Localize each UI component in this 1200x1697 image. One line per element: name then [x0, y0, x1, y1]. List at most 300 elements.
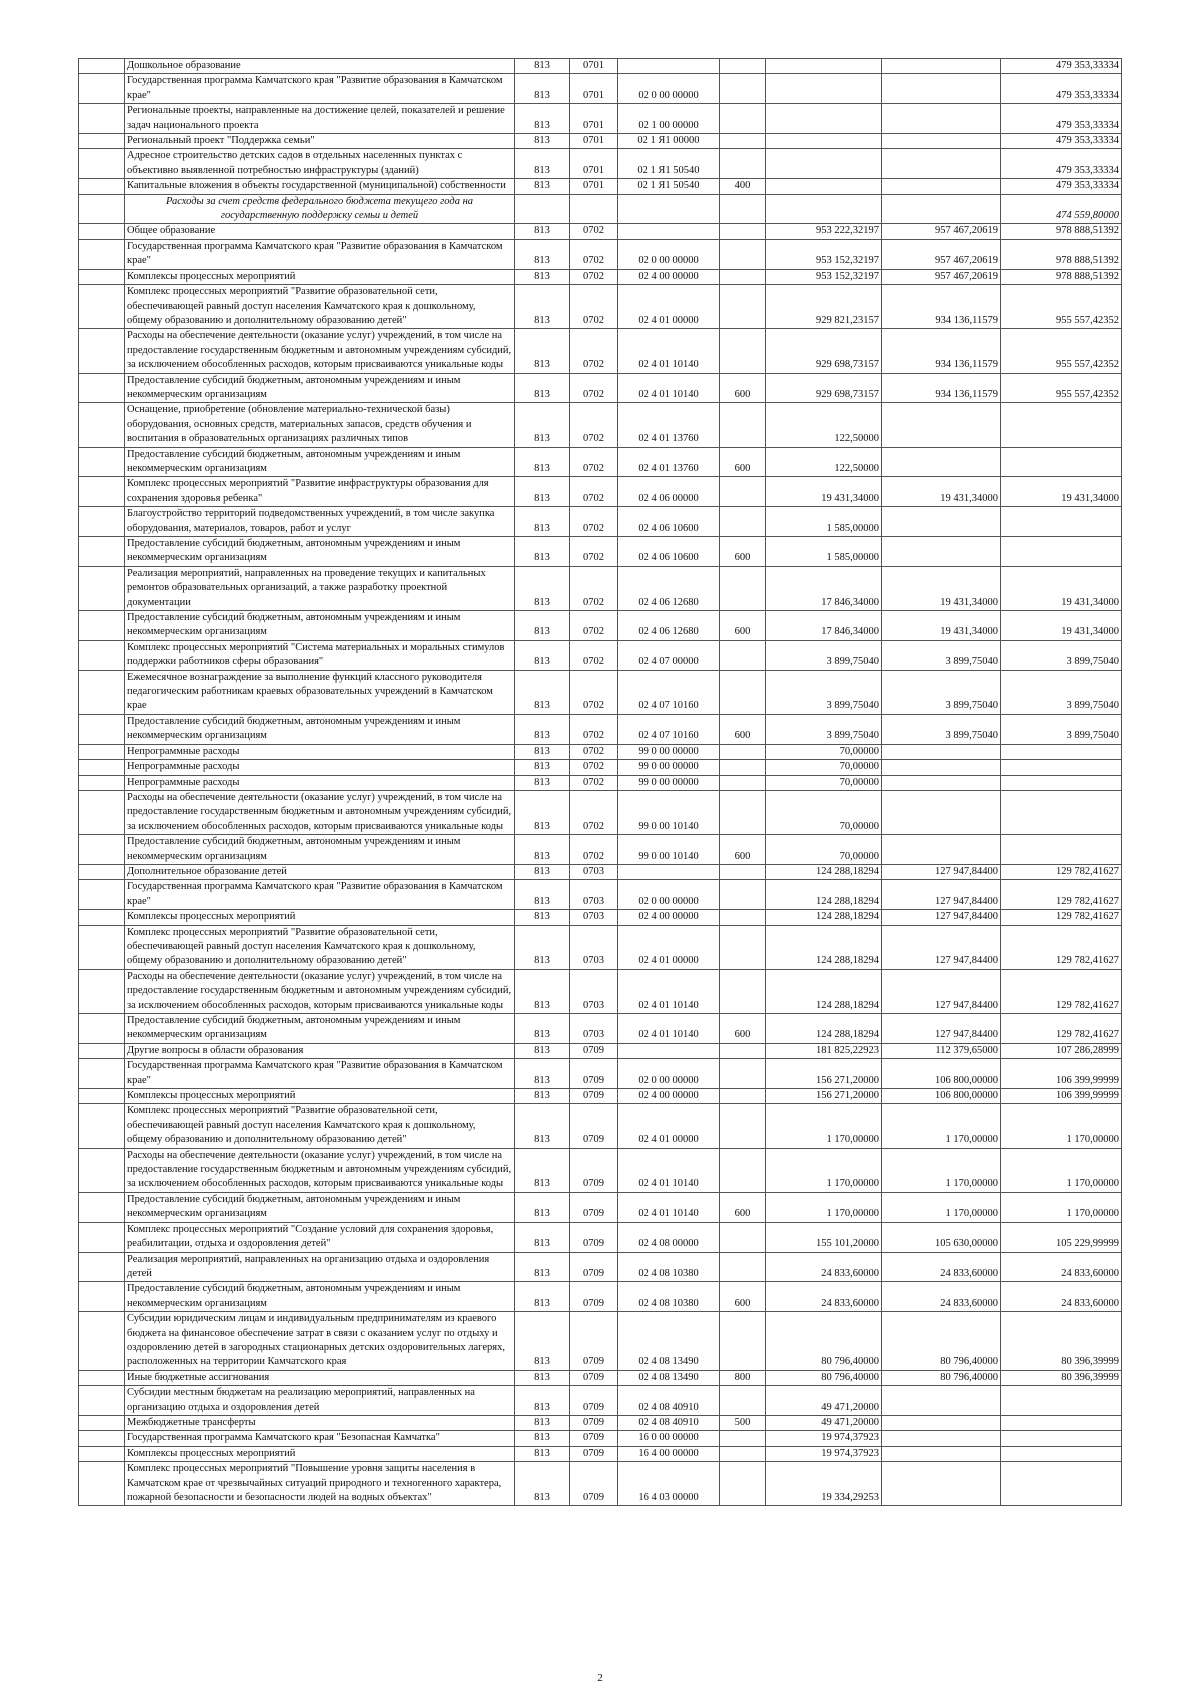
target-article-cell: 02 4 06 12680: [618, 611, 720, 641]
amount-year1-cell: 181 825,22923: [766, 1043, 882, 1058]
table-row: [79, 403, 1122, 447]
empty-cell: [79, 507, 125, 537]
empty-cell: [79, 969, 125, 1013]
amount-year2-cell: 127 947,84400: [882, 864, 1001, 879]
table-row: [79, 1415, 1122, 1430]
ministry-code-cell: [515, 194, 570, 224]
amount-year2-cell: 957 467,20619: [882, 224, 1001, 239]
amount-year1-cell: 953 222,32197: [766, 224, 882, 239]
empty-cell: [79, 640, 125, 670]
expense-type-cell: 600: [720, 835, 766, 865]
section-code-cell: 0702: [570, 835, 618, 865]
amount-year3-cell: 479 353,33334: [1001, 74, 1122, 104]
expense-type-cell: [720, 1104, 766, 1148]
ministry-code-cell: 813: [515, 477, 570, 507]
ministry-code-cell: 813: [515, 224, 570, 239]
amount-year3-cell: 19 431,34000: [1001, 611, 1122, 641]
target-article-cell: 02 4 01 10140: [618, 1148, 720, 1192]
ministry-code-cell: 813: [515, 1222, 570, 1252]
expense-type-cell: 600: [720, 447, 766, 477]
amount-year2-cell: [882, 149, 1001, 179]
expense-type-cell: [720, 403, 766, 447]
amount-year3-cell: 978 888,51392: [1001, 239, 1122, 269]
expense-type-cell: [720, 969, 766, 1013]
amount-year1-cell: 124 288,18294: [766, 864, 882, 879]
target-article-cell: 02 0 00 00000: [618, 239, 720, 269]
amount-year1-cell: [766, 74, 882, 104]
table-row: [79, 104, 1122, 134]
amount-year3-cell: 19 431,34000: [1001, 477, 1122, 507]
empty-cell: [79, 835, 125, 865]
table-row: [79, 1282, 1122, 1312]
empty-cell: [79, 447, 125, 477]
expense-name-cell: Государственная программа Камчатского края "Развитие образования в Камчатском крае": [125, 239, 515, 269]
expense-type-cell: [720, 285, 766, 329]
table-row: [79, 1089, 1122, 1104]
expense-type-cell: [720, 477, 766, 507]
ministry-code-cell: 813: [515, 1104, 570, 1148]
page-number: 2: [597, 1672, 603, 1684]
amount-year3-cell: 955 557,42352: [1001, 373, 1122, 403]
ministry-code-cell: 813: [515, 760, 570, 775]
amount-year3-cell: [1001, 507, 1122, 537]
target-article-cell: 02 4 06 10600: [618, 507, 720, 537]
empty-cell: [79, 1222, 125, 1252]
amount-year1-cell: 953 152,32197: [766, 269, 882, 284]
expense-type-cell: [720, 104, 766, 134]
target-article-cell: 99 0 00 00000: [618, 775, 720, 790]
amount-year2-cell: 19 431,34000: [882, 611, 1001, 641]
expense-name-cell: Государственная программа Камчатского края "Развитие образования в Камчатском крае": [125, 74, 515, 104]
section-code-cell: 0702: [570, 403, 618, 447]
section-code-cell: 0709: [570, 1192, 618, 1222]
amount-year1-cell: 155 101,20000: [766, 1222, 882, 1252]
amount-year2-cell: [882, 447, 1001, 477]
amount-year1-cell: 70,00000: [766, 790, 882, 834]
target-article-cell: 02 4 06 10600: [618, 537, 720, 567]
table-row: [79, 1446, 1122, 1461]
amount-year2-cell: 105 630,00000: [882, 1222, 1001, 1252]
amount-year1-cell: 49 471,20000: [766, 1415, 882, 1430]
amount-year2-cell: [882, 790, 1001, 834]
ministry-code-cell: 813: [515, 835, 570, 865]
ministry-code-cell: 813: [515, 1089, 570, 1104]
amount-year3-cell: 129 782,41627: [1001, 880, 1122, 910]
amount-year3-cell: 3 899,75040: [1001, 714, 1122, 744]
expense-type-cell: [720, 760, 766, 775]
section-code-cell: 0702: [570, 269, 618, 284]
target-article-cell: 02 4 06 12680: [618, 566, 720, 610]
empty-cell: [79, 224, 125, 239]
empty-cell: [79, 269, 125, 284]
table-row: [79, 880, 1122, 910]
table-row: [79, 566, 1122, 610]
target-article-cell: 02 4 07 10160: [618, 670, 720, 714]
amount-year2-cell: [882, 104, 1001, 134]
section-code-cell: 0709: [570, 1312, 618, 1371]
expense-type-cell: [720, 269, 766, 284]
amount-year2-cell: [882, 1431, 1001, 1446]
expense-name-cell: Другие вопросы в области образования: [125, 1043, 515, 1058]
ministry-code-cell: 813: [515, 1431, 570, 1446]
table-row: [79, 1192, 1122, 1222]
expense-name-cell: Расходы на обеспечение деятельности (оказание услуг) учреждений, в том числе на предоставление государственным бюджетным и автономным учреждениям субсидий, за исключением обособленных расходов, которым присваиваются уникальные коды: [125, 790, 515, 834]
empty-cell: [79, 1252, 125, 1282]
expense-type-cell: [720, 1462, 766, 1506]
expense-type-cell: 600: [720, 714, 766, 744]
expense-type-cell: [720, 790, 766, 834]
amount-year1-cell: 124 288,18294: [766, 910, 882, 925]
expense-name-cell: Комплексы процессных мероприятий: [125, 1446, 515, 1461]
ministry-code-cell: 813: [515, 1192, 570, 1222]
section-code-cell: 0702: [570, 224, 618, 239]
amount-year3-cell: 479 353,33334: [1001, 179, 1122, 194]
section-code-cell: 0709: [570, 1282, 618, 1312]
empty-cell: [79, 1462, 125, 1506]
section-code-cell: 0709: [570, 1148, 618, 1192]
amount-year1-cell: 124 288,18294: [766, 880, 882, 910]
expense-type-cell: [720, 134, 766, 149]
target-article-cell: 02 4 06 00000: [618, 477, 720, 507]
amount-year3-cell: 955 557,42352: [1001, 285, 1122, 329]
ministry-code-cell: 813: [515, 1148, 570, 1192]
ministry-code-cell: 813: [515, 507, 570, 537]
amount-year2-cell: 106 800,00000: [882, 1059, 1001, 1089]
amount-year2-cell: 3 899,75040: [882, 640, 1001, 670]
section-code-cell: 0703: [570, 969, 618, 1013]
amount-year1-cell: [766, 179, 882, 194]
target-article-cell: 02 1 Я1 50540: [618, 179, 720, 194]
empty-cell: [79, 1282, 125, 1312]
section-code-cell: 0701: [570, 179, 618, 194]
amount-year2-cell: [882, 835, 1001, 865]
expense-type-cell: [720, 1386, 766, 1416]
expense-type-cell: [720, 1446, 766, 1461]
expense-type-cell: [720, 1252, 766, 1282]
target-article-cell: [618, 194, 720, 224]
amount-year2-cell: 1 170,00000: [882, 1148, 1001, 1192]
table-row: [79, 1148, 1122, 1192]
ministry-code-cell: 813: [515, 1282, 570, 1312]
amount-year3-cell: [1001, 537, 1122, 567]
amount-year3-cell: 24 833,60000: [1001, 1282, 1122, 1312]
section-code-cell: 0703: [570, 880, 618, 910]
ministry-code-cell: 813: [515, 403, 570, 447]
amount-year1-cell: 124 288,18294: [766, 969, 882, 1013]
amount-year1-cell: 3 899,75040: [766, 714, 882, 744]
expense-name-cell: Расходы на обеспечение деятельности (оказание услуг) учреждений, в том числе на предоставление государственным бюджетным и автономным учреждениям субсидий, за исключением обособленных расходов, которым присваиваются уникальные коды: [125, 969, 515, 1013]
budget-document: [78, 58, 1121, 1506]
empty-cell: [79, 104, 125, 134]
target-article-cell: 02 4 00 00000: [618, 910, 720, 925]
expense-name-cell: Комплекс процессных мероприятий "Развитие образовательной сети, обеспечивающей равный доступ населения Камчатского края к дошкольному, общему образованию и дополнительному образованию детей": [125, 1104, 515, 1148]
amount-year1-cell: 24 833,60000: [766, 1282, 882, 1312]
expense-type-cell: [720, 864, 766, 879]
expense-type-cell: 400: [720, 179, 766, 194]
amount-year2-cell: [882, 134, 1001, 149]
amount-year2-cell: 127 947,84400: [882, 969, 1001, 1013]
amount-year1-cell: 929 821,23157: [766, 285, 882, 329]
table-row: [79, 507, 1122, 537]
amount-year2-cell: [882, 537, 1001, 567]
ministry-code-cell: 813: [515, 1446, 570, 1461]
target-article-cell: 02 4 00 00000: [618, 269, 720, 284]
table-row: [79, 969, 1122, 1013]
section-code-cell: 0709: [570, 1043, 618, 1058]
expense-type-cell: [720, 74, 766, 104]
section-code-cell: 0701: [570, 134, 618, 149]
table-row: [79, 537, 1122, 567]
table-row: [79, 179, 1122, 194]
amount-year1-cell: 1 585,00000: [766, 537, 882, 567]
amount-year3-cell: 955 557,42352: [1001, 329, 1122, 373]
target-article-cell: 02 1 00 00000: [618, 104, 720, 134]
amount-year2-cell: 127 947,84400: [882, 1014, 1001, 1044]
expense-name-cell: Непрограммные расходы: [125, 775, 515, 790]
ministry-code-cell: 813: [515, 1059, 570, 1089]
empty-cell: [79, 925, 125, 969]
amount-year2-cell: 127 947,84400: [882, 880, 1001, 910]
amount-year1-cell: [766, 104, 882, 134]
expense-name-cell: Дошкольное образование: [125, 59, 515, 74]
expense-type-cell: [720, 149, 766, 179]
table-row: [79, 239, 1122, 269]
amount-year3-cell: 19 431,34000: [1001, 566, 1122, 610]
amount-year1-cell: 929 698,73157: [766, 373, 882, 403]
section-code-cell: 0709: [570, 1415, 618, 1430]
expense-name-cell: Государственная программа Камчатского края "Развитие образования в Камчатском крае": [125, 1059, 515, 1089]
ministry-code-cell: 813: [515, 285, 570, 329]
section-code-cell: 0703: [570, 925, 618, 969]
expense-name-cell: Комплекс процессных мероприятий "Развитие инфраструктуры образования для сохранения здоровья ребенка": [125, 477, 515, 507]
amount-year1-cell: 19 431,34000: [766, 477, 882, 507]
ministry-code-cell: 813: [515, 59, 570, 74]
expense-type-cell: [720, 880, 766, 910]
target-article-cell: 02 4 08 10380: [618, 1282, 720, 1312]
empty-cell: [79, 611, 125, 641]
ministry-code-cell: 813: [515, 1386, 570, 1416]
target-article-cell: 02 4 01 10140: [618, 329, 720, 373]
empty-cell: [79, 403, 125, 447]
amount-year2-cell: [882, 194, 1001, 224]
section-code-cell: 0709: [570, 1252, 618, 1282]
section-code-cell: 0702: [570, 329, 618, 373]
table-row: [79, 1104, 1122, 1148]
expense-type-cell: [720, 1089, 766, 1104]
table-row: [79, 224, 1122, 239]
section-code-cell: 0702: [570, 507, 618, 537]
ministry-code-cell: 813: [515, 880, 570, 910]
expense-name-cell: Предоставление субсидий бюджетным, автономным учреждениям и иным некоммерческим организациям: [125, 1192, 515, 1222]
amount-year3-cell: 106 399,99999: [1001, 1059, 1122, 1089]
expense-name-cell: Комплекс процессных мероприятий "Повышение уровня защиты населения в Камчатском крае от чрезвычайных ситуаций природного и техногенного характера, пожарной безопасности и безопасности людей на водных объектах": [125, 1462, 515, 1506]
target-article-cell: 02 4 01 13760: [618, 447, 720, 477]
section-code-cell: 0702: [570, 744, 618, 759]
empty-cell: [79, 1415, 125, 1430]
amount-year2-cell: 80 796,40000: [882, 1312, 1001, 1371]
amount-year2-cell: 112 379,65000: [882, 1043, 1001, 1058]
target-article-cell: 02 0 00 00000: [618, 74, 720, 104]
amount-year1-cell: 17 846,34000: [766, 611, 882, 641]
empty-cell: [79, 760, 125, 775]
ministry-code-cell: 813: [515, 925, 570, 969]
expense-type-cell: [720, 640, 766, 670]
section-code-cell: 0703: [570, 1014, 618, 1044]
empty-cell: [79, 1059, 125, 1089]
expense-type-cell: 600: [720, 537, 766, 567]
amount-year3-cell: 105 229,99999: [1001, 1222, 1122, 1252]
section-code-cell: 0709: [570, 1059, 618, 1089]
expense-name-cell: Расходы за счет средств федерального бюджета текущего года на государственную поддержку семьи и детей: [125, 194, 515, 224]
table-row: [79, 910, 1122, 925]
amount-year3-cell: 129 782,41627: [1001, 864, 1122, 879]
amount-year2-cell: 957 467,20619: [882, 269, 1001, 284]
expense-type-cell: [720, 1059, 766, 1089]
expense-name-cell: Благоустройство территорий подведомственных учреждений, в том числе закупка оборудования, материалов, товаров, работ и услуг: [125, 507, 515, 537]
amount-year3-cell: 3 899,75040: [1001, 670, 1122, 714]
amount-year1-cell: 1 170,00000: [766, 1148, 882, 1192]
amount-year1-cell: 24 833,60000: [766, 1252, 882, 1282]
amount-year3-cell: 1 170,00000: [1001, 1104, 1122, 1148]
amount-year2-cell: 934 136,11579: [882, 285, 1001, 329]
expense-name-cell: Региональный проект "Поддержка семьи": [125, 134, 515, 149]
amount-year2-cell: 19 431,34000: [882, 477, 1001, 507]
table-row: [79, 447, 1122, 477]
section-code-cell: 0702: [570, 640, 618, 670]
table-row: [79, 1043, 1122, 1058]
section-code-cell: 0709: [570, 1386, 618, 1416]
amount-year2-cell: 957 467,20619: [882, 239, 1001, 269]
amount-year2-cell: 1 170,00000: [882, 1192, 1001, 1222]
table-row: [79, 1014, 1122, 1044]
target-article-cell: [618, 59, 720, 74]
empty-cell: [79, 1192, 125, 1222]
table-row: [79, 925, 1122, 969]
section-code-cell: 0703: [570, 864, 618, 879]
amount-year2-cell: 1 170,00000: [882, 1104, 1001, 1148]
ministry-code-cell: 813: [515, 329, 570, 373]
ministry-code-cell: 813: [515, 611, 570, 641]
ministry-code-cell: 813: [515, 149, 570, 179]
target-article-cell: 16 4 03 00000: [618, 1462, 720, 1506]
expense-name-cell: Комплекс процессных мероприятий "Развитие образовательной сети, обеспечивающей равный доступ населения Камчатского края к дошкольному, общему образованию и дополнительному образованию детей": [125, 285, 515, 329]
amount-year3-cell: 479 353,33334: [1001, 104, 1122, 134]
budget-table-body: [79, 59, 1122, 1506]
amount-year3-cell: [1001, 744, 1122, 759]
expense-name-cell: Государственная программа Камчатского края "Безопасная Камчатка": [125, 1431, 515, 1446]
amount-year2-cell: [882, 775, 1001, 790]
empty-cell: [79, 775, 125, 790]
empty-cell: [79, 239, 125, 269]
table-row: [79, 59, 1122, 74]
expense-type-cell: [720, 1431, 766, 1446]
empty-cell: [79, 1148, 125, 1192]
section-code-cell: 0709: [570, 1462, 618, 1506]
expense-name-cell: Государственная программа Камчатского края "Развитие образования в Камчатском крае": [125, 880, 515, 910]
amount-year3-cell: 479 353,33334: [1001, 134, 1122, 149]
expense-type-cell: [720, 194, 766, 224]
amount-year2-cell: 80 796,40000: [882, 1370, 1001, 1385]
ministry-code-cell: 813: [515, 864, 570, 879]
expense-name-cell: Оснащение, приобретение (обновление материально-технической базы) оборудования, основных средств, материальных запасов, средств обучения и воспитания в образовательных организациях различных типов: [125, 403, 515, 447]
empty-cell: [79, 329, 125, 373]
table-row: [79, 373, 1122, 403]
amount-year1-cell: 80 796,40000: [766, 1312, 882, 1371]
expense-name-cell: Предоставление субсидий бюджетным, автономным учреждениям и иным некоммерческим организациям: [125, 1282, 515, 1312]
amount-year2-cell: 19 431,34000: [882, 566, 1001, 610]
expense-type-cell: 600: [720, 1282, 766, 1312]
amount-year3-cell: 1 170,00000: [1001, 1148, 1122, 1192]
target-article-cell: 02 1 Я1 50540: [618, 149, 720, 179]
amount-year1-cell: 1 170,00000: [766, 1192, 882, 1222]
amount-year3-cell: 474 559,80000: [1001, 194, 1122, 224]
amount-year3-cell: 129 782,41627: [1001, 1014, 1122, 1044]
amount-year2-cell: 934 136,11579: [882, 329, 1001, 373]
target-article-cell: 99 0 00 10140: [618, 790, 720, 834]
amount-year3-cell: 129 782,41627: [1001, 969, 1122, 1013]
empty-cell: [79, 59, 125, 74]
amount-year3-cell: [1001, 790, 1122, 834]
table-row: [79, 670, 1122, 714]
ministry-code-cell: 813: [515, 537, 570, 567]
section-code-cell: 0709: [570, 1370, 618, 1385]
expense-type-cell: 600: [720, 373, 766, 403]
expense-name-cell: Предоставление субсидий бюджетным, автономным учреждениям и иным некоммерческим организациям: [125, 714, 515, 744]
table-row: [79, 1386, 1122, 1416]
amount-year3-cell: 3 899,75040: [1001, 640, 1122, 670]
section-code-cell: 0703: [570, 910, 618, 925]
expense-type-cell: [720, 925, 766, 969]
expense-type-cell: 800: [720, 1370, 766, 1385]
target-article-cell: 02 4 07 00000: [618, 640, 720, 670]
target-article-cell: 02 4 01 13760: [618, 403, 720, 447]
expense-type-cell: [720, 224, 766, 239]
amount-year1-cell: 49 471,20000: [766, 1386, 882, 1416]
empty-cell: [79, 714, 125, 744]
table-row: [79, 714, 1122, 744]
section-code-cell: 0702: [570, 566, 618, 610]
amount-year1-cell: 19 974,37923: [766, 1446, 882, 1461]
table-row: [79, 1222, 1122, 1252]
ministry-code-cell: 813: [515, 910, 570, 925]
ministry-code-cell: 813: [515, 670, 570, 714]
empty-cell: [79, 179, 125, 194]
table-row: [79, 194, 1122, 224]
ministry-code-cell: 813: [515, 566, 570, 610]
target-article-cell: 02 4 01 10140: [618, 1014, 720, 1044]
amount-year3-cell: 1 170,00000: [1001, 1192, 1122, 1222]
expense-name-cell: Субсидии юридическим лицам и индивидуальным предпринимателям из краевого бюджета на финансовое обеспечение затрат в связи с оказанием услуг по отдыху и оздоровлению детей в загородных стационарных детских оздоровительных лагерях, расположенных на территории Камчатского края: [125, 1312, 515, 1371]
section-code-cell: 0701: [570, 74, 618, 104]
amount-year3-cell: [1001, 403, 1122, 447]
amount-year3-cell: 479 353,33334: [1001, 149, 1122, 179]
amount-year3-cell: 106 399,99999: [1001, 1089, 1122, 1104]
empty-cell: [79, 285, 125, 329]
expense-name-cell: Субсидии местным бюджетам на реализацию мероприятий, направленных на организацию отдыха и оздоровления детей: [125, 1386, 515, 1416]
expense-name-cell: Расходы на обеспечение деятельности (оказание услуг) учреждений, в том числе на предоставление государственным бюджетным и автономным учреждениям субсидий, за исключением обособленных расходов, которым присваиваются уникальные коды: [125, 329, 515, 373]
expense-name-cell: Комплексы процессных мероприятий: [125, 1089, 515, 1104]
amount-year1-cell: [766, 59, 882, 74]
amount-year3-cell: 978 888,51392: [1001, 224, 1122, 239]
section-code-cell: 0701: [570, 149, 618, 179]
empty-cell: [79, 477, 125, 507]
table-row: [79, 1431, 1122, 1446]
empty-cell: [79, 537, 125, 567]
target-article-cell: 02 4 00 00000: [618, 1089, 720, 1104]
expense-name-cell: Предоставление субсидий бюджетным, автономным учреждениям и иным некоммерческим организациям: [125, 447, 515, 477]
amount-year1-cell: 124 288,18294: [766, 1014, 882, 1044]
ministry-code-cell: 813: [515, 714, 570, 744]
